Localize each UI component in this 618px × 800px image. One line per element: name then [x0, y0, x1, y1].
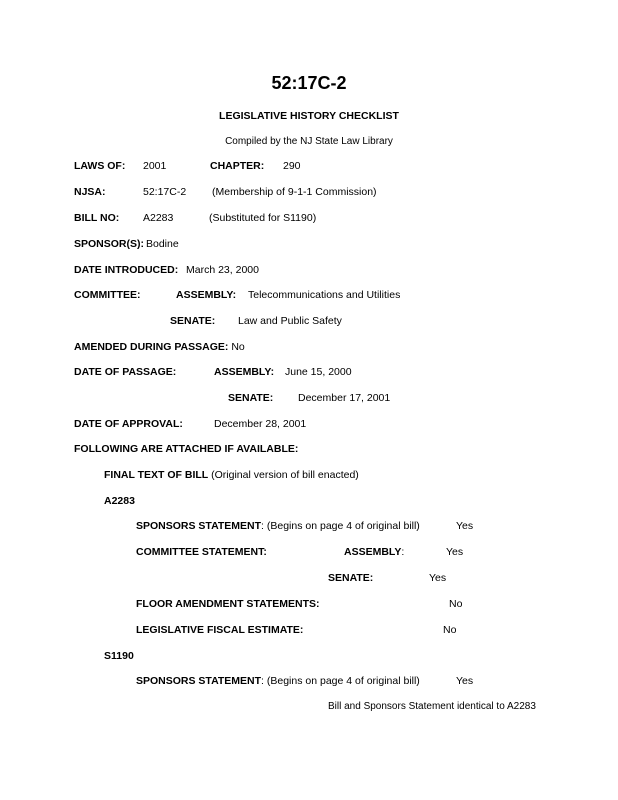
committee-assembly-label: ASSEMBLY: — [176, 289, 237, 301]
s1190-sponsors-row — [136, 675, 420, 688]
s1190-sponsors-note: : (Begins on page 4 of original bill) — [261, 675, 420, 687]
njsa-label: NJSA: — [74, 186, 106, 198]
a2283-floor-value: No — [449, 598, 463, 610]
sponsors-label: SPONSOR(S): — [74, 238, 145, 250]
final-text-note: (Original version of bill enacted) — [211, 469, 359, 481]
a2283-fiscal-value: No — [443, 624, 457, 636]
a2283-committee-senate-value: Yes — [429, 572, 447, 584]
njsa-value: 52:17C-2 — [143, 186, 187, 198]
date-introduced-value: March 23, 2000 — [186, 264, 259, 276]
approval-value: December 28, 2001 — [214, 418, 307, 430]
laws-of-value: 2001 — [143, 160, 167, 172]
bill-no-label: BILL NO: — [74, 212, 120, 224]
a2283-committee-senate-label: SENATE: — [328, 572, 374, 584]
bill-no-note: (Substituted for S1190) — [209, 212, 317, 224]
committee-senate-label: SENATE: — [170, 315, 216, 327]
s1190-sponsors-value: Yes — [456, 675, 474, 687]
committee-senate-value: Law and Public Safety — [238, 315, 342, 327]
passage-assembly-label: ASSEMBLY: — [214, 366, 275, 378]
committee-assembly-value: Telecommunications and Utilities — [248, 289, 401, 301]
compiled-by: Compiled by the NJ State Law Library — [225, 136, 393, 147]
committee-label: COMMITTEE: — [74, 289, 141, 301]
laws-of-label: LAWS OF: — [74, 160, 126, 172]
a2283-sponsors-label: SPONSORS STATEMENT — [136, 520, 262, 532]
bill-no-value: A2283 — [143, 212, 174, 224]
a2283-sponsors-note: : (Begins on page 4 of original bill) — [261, 520, 420, 532]
a2283-committee-assembly — [344, 546, 404, 559]
date-introduced-label: DATE INTRODUCED: — [74, 264, 179, 276]
chapter-value: 290 — [283, 160, 301, 172]
page-title: 52:17C-2 — [271, 73, 347, 93]
passage-senate-value: December 17, 2001 — [298, 392, 391, 404]
a2283-committee-label: COMMITTEE STATEMENT: — [136, 546, 267, 558]
a2283-sponsors-row — [136, 520, 420, 533]
amended-row — [74, 341, 245, 354]
a2283-floor-label: FLOOR AMENDMENT STATEMENTS: — [136, 598, 320, 610]
a2283-committee-assembly-value: Yes — [446, 546, 464, 558]
s1190-label: S1190 — [104, 650, 134, 662]
passage-assembly-value: June 15, 2000 — [285, 366, 352, 378]
chapter-label: CHAPTER: — [210, 160, 265, 172]
checklist-heading: LEGISLATIVE HISTORY CHECKLIST — [219, 110, 399, 122]
amended-value: No — [231, 341, 245, 353]
passage-senate-label: SENATE: — [228, 392, 274, 404]
a2283-fiscal-label: LEGISLATIVE FISCAL ESTIMATE: — [136, 624, 304, 636]
final-text-label: FINAL TEXT OF BILL — [104, 469, 209, 481]
a2283-committee-assembly-label: ASSEMBLY — [344, 546, 402, 558]
following-heading: FOLLOWING ARE ATTACHED IF AVAILABLE: — [74, 443, 299, 455]
s1190-identical-note: Bill and Sponsors Statement identical to A2283 — [328, 701, 536, 712]
sponsors-value: Bodine — [146, 238, 179, 250]
a2283-sponsors-value: Yes — [456, 520, 474, 532]
a2283-committee-assembly-colon: : — [401, 546, 405, 558]
njsa-note: (Membership of 9-1-1 Commission) — [212, 186, 377, 198]
approval-label: DATE OF APPROVAL: — [74, 418, 183, 430]
s1190-sponsors-label: SPONSORS STATEMENT — [136, 675, 262, 687]
a2283-label: A2283 — [104, 495, 135, 507]
passage-label: DATE OF PASSAGE: — [74, 366, 177, 378]
final-text-row — [104, 469, 359, 482]
amended-label: AMENDED DURING PASSAGE: — [74, 341, 229, 353]
